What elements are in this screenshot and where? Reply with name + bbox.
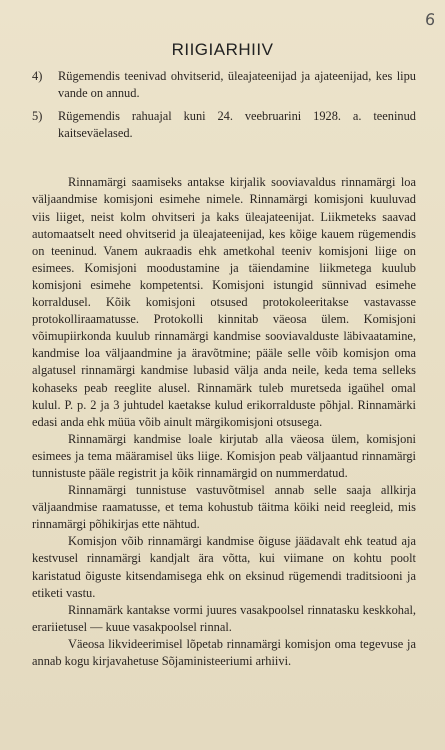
paragraph-commission: Rinnamärgi saamiseks antakse kirjalik sooviavaldus rinnamärgi loa väljaandmise komisjoni esimehe nimele. Rinnamärgi komisjoni kuuluvad viis liiget, neist kolm ohvitseri ja kaks üleajateenijat. Liikmeteks saavad automaatselt need ohvitserid ja üleajateenijad, kes kõige kauem rügemendis on teeninud. Vanem aukraadis ehk ametkohal teeniv komisjoni liige on esimees. Komisjoni moodustamine ja täiendamine liikmetega kuulub komisjoni esimehe kompetentsi. Komisjoni istungid sünnivad esimehe korraldusel. Kõik komisjoni otsused protokoleeritakse vastavasse protokolliraamatusse. Protokolli kinnitab väeosa ülem. Komisjoni võimupiirkonda kuulub rinnamärgi kandmise sooviavalduste läbivaatamine, kandmise loa väljaandmine ja äravõtmine; pääle selle võib komisjon oma algatusel rinnamärgi kandmise lubasid välja anda neile, keda tema selleks kohaseks peab reeglite alusel. Rinnamärk tuleb muretseda igaühel omal kulul. P. p. 2 ja 3 juhtudel kaetakse kulud erikorralduste põhjal. Rinnamärki edasi anda ehk müüa võib ainult märgikomisjoni otsusega.: [32, 175, 416, 429]
list-item: [32, 108, 416, 142]
list-item-number: 4): [32, 69, 43, 83]
paragraph-wearing: Rinnamärk kantakse vormi juures vasakpoolsel rinnatasku keskkohal, erariietusel — kuue vasakpoolsel rinnal.: [32, 602, 416, 634]
paragraph-liquidation: Väeosa likvideerimisel lõpetab rinnamärgi komisjon oma tegevuse ja annab kogu kirjavahetuse Sõjaministeeriumi arhiivi.: [32, 636, 416, 668]
list-item-text: Rügemendis teenivad ohvitserid, üleajateenijad ja ajateenijad, kes lipu vande on annud.: [58, 69, 416, 101]
list-item-number: 5): [32, 109, 43, 124]
list-item-text: Rügemendis rahuajal kuni 24. veebruarini 1928. a. teeninud kaitseväelased.: [58, 109, 416, 141]
paragraph-permit-signing: Rinnamärgi kandmise loale kirjutab alla väeosa ülem, komisjoni esimees ja tema määramisel üks liige. Komisjon peab väljaantud rinnamärgi tunnistuste pääle registrit ja kõik rinnamärgid on nummerdatud.: [32, 431, 416, 480]
list-item: [32, 68, 416, 102]
document-body: [32, 68, 416, 670]
paragraph-certificate-receipt: Rinnamärgi tunnistuse vastuvõtmisel annab selle saaja allkirja väljaandmise raamatusse, et tema kohustub täitma köiki neid reegleid, mis rinnamärgi põhikirjas ette nähtud.: [32, 483, 416, 532]
archive-stamp: RIIGIARHIIV: [171, 40, 274, 59]
paragraph-revocation: Komisjon võib rinnamärgi kandmise õiguse jäädavalt ehk teatud aja kestvusel rinnamärgi kandjalt ära võtta, kui viimane on kohtu poolt karistatud õiguste kitsendamisega ehk on eksinud rügemendi traditsiooni ja etiketi vastu.: [32, 534, 416, 600]
handwritten-page-number: 6: [423, 9, 436, 30]
